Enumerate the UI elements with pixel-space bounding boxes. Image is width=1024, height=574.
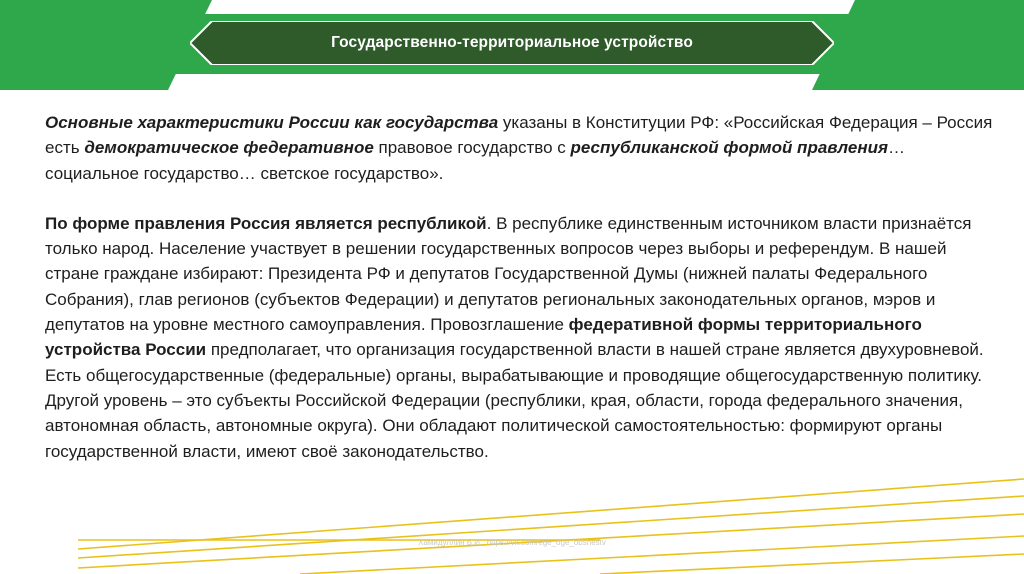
emphasis-democratic: демократическое федеративное [84, 138, 374, 158]
emphasis-characteristics: Основные характеристики России как государства [45, 113, 499, 132]
footer-decorative-lines [0, 470, 1024, 574]
emphasis-republican: республиканской формой правления [570, 138, 889, 158]
text-run: . В республике единственным источником власти признаётся только народ. Население участвует в решении государственных вопросов через выборы и референдум. В нашей стране граждане избирают: Президента РФ и депутатов Государственной Думы (нижней палаты Федерального Собрания), глав регионов (субъектов Федерации) и депутатов региональных законодательных органов, мэров и депутатов на уровне местного самоуправления. Провозглашение [45, 213, 972, 335]
text-run: указаны в Конституции РФ: «Российская Федерация – Россия есть [45, 113, 993, 158]
body-text [45, 110, 995, 464]
footer-credit: Хамидуллин Б.И., https://vk.com/ege_oge_obshestv [418, 538, 606, 547]
text-run: … социальное государство… светское государство». [45, 138, 906, 183]
text-run: предполагает, что организация государственной власти в нашей стране является двухуровневой. Есть общегосударственные (федеральные) органы, вырабатывающие и проводящие общегосударственную политику. Другой уровень – это субъекты Российской Федерации (республики, края, области, города федерального значения, автономная область, автономные округа). Они обладают политической самостоятельностью: формируют органы государственной власти, имеют своё законодательство. [45, 340, 984, 461]
title-banner [190, 21, 834, 65]
paragraph-form-of-government [45, 211, 995, 464]
footer-line [78, 496, 1024, 558]
emphasis-republic: По форме правления Россия является республикой [45, 213, 487, 233]
text-run: правовое государство с [373, 138, 571, 158]
paragraph-characteristics [45, 110, 995, 186]
page-title: Государственно-территориальное устройство [331, 34, 693, 51]
paragraph-gap [45, 186, 995, 211]
footer-line [600, 554, 1024, 574]
emphasis-federal-structure: федеративной формы территориального устройства России [45, 315, 922, 360]
